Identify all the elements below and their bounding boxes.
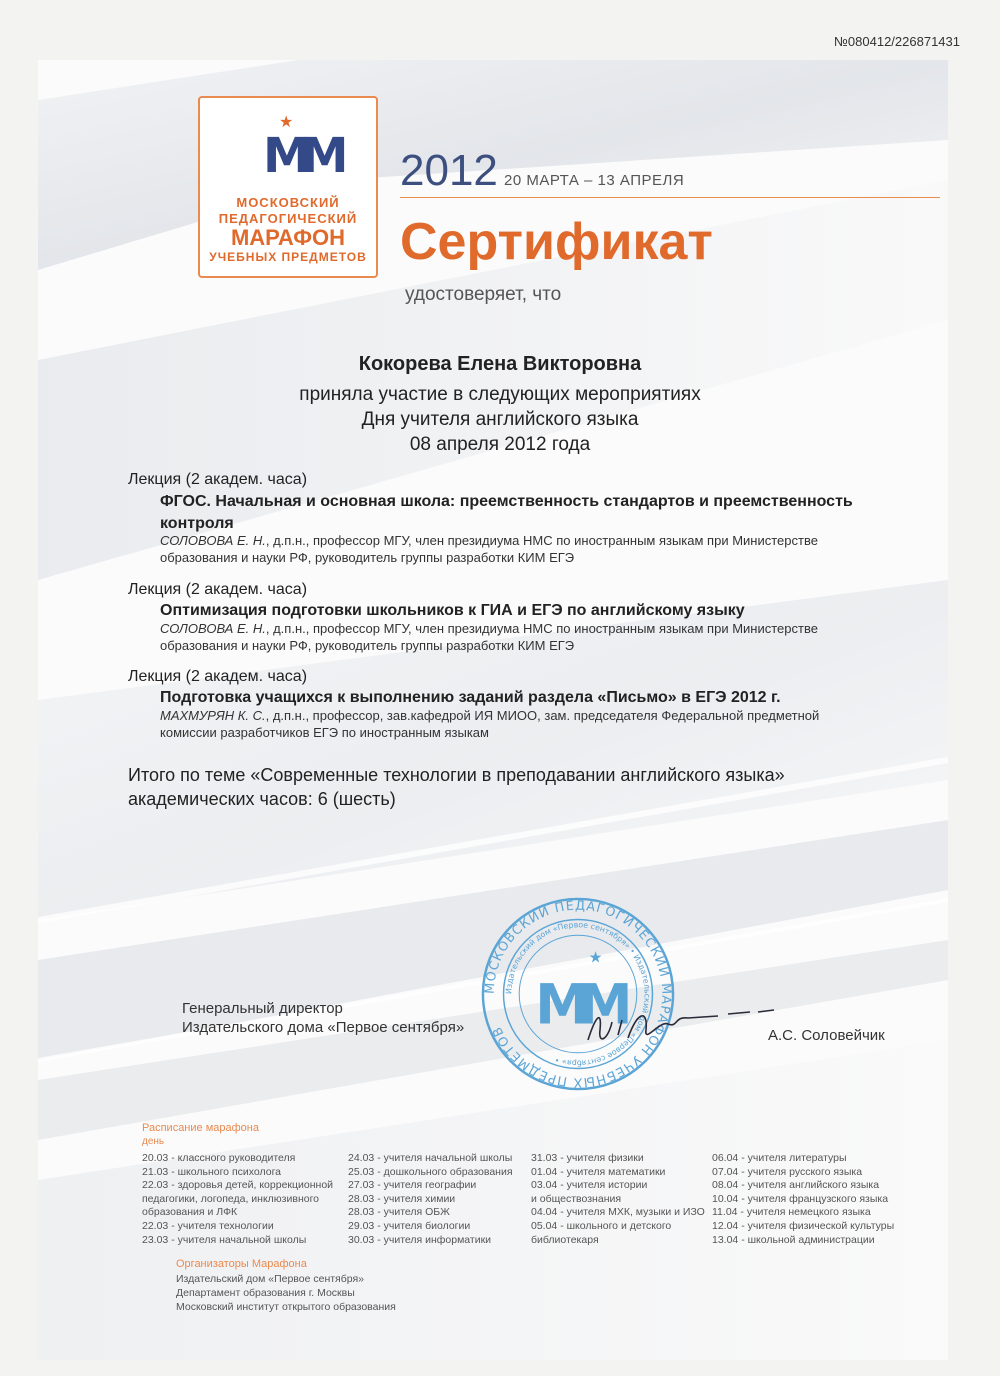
header-divider <box>400 197 940 198</box>
official-stamp <box>480 896 676 1092</box>
schedule-column <box>712 1152 894 1247</box>
schedule-item: 20.03 - классного руководителя <box>142 1152 296 1164</box>
lecture-author <box>160 620 860 654</box>
schedule-item: 22.03 - учителя технологии <box>142 1219 274 1232</box>
organizer-item: Московский институт открытого образования <box>176 1301 396 1313</box>
author-description: , д.п.н., профессор МГУ, член президиума НМС по иностранным языкам при Министерстве образования и науки РФ, руководитель группы разработки КИМ ЕГЭ <box>160 621 818 653</box>
schedule-subtitle: день <box>142 1136 165 1147</box>
event-year: 2012 <box>400 146 498 195</box>
schedule-item: 12.04 - учителя физической культуры <box>712 1219 895 1232</box>
lecture-type: Лекция (2 академ. часа) <box>128 668 308 685</box>
schedule-item: 22.03 - здоровья детей, коррекционной <box>142 1179 334 1192</box>
schedule-item: педагогики, логопеда, инклюзивного <box>142 1192 320 1205</box>
schedule-item: 01.04 - учителя математики <box>531 1165 666 1178</box>
author-name: СОЛОВОВА Е. Н. <box>160 621 266 636</box>
stamp-outer-text: МОСКОВСКИЙ ПЕДАГОГИЧЕСКИЙ МАРАФОН УЧЕБНЫХ ПРЕДМЕТОВ <box>482 898 674 1090</box>
author-name: МАХМУРЯН К. С. <box>160 708 266 723</box>
schedule-item: 07.04 - учителя русского языка <box>712 1165 863 1178</box>
stamp-star-icon: ★ <box>588 949 603 967</box>
schedule-item: 08.04 - учителя английского языка <box>712 1179 880 1192</box>
schedule-item: 28.03 - учителя химии <box>348 1192 456 1205</box>
serial-number: №080412/226871431 <box>833 34 960 49</box>
event-name-line: Дня учителя английского языка <box>361 409 639 430</box>
schedule-item: 25.03 - дошкольного образования <box>348 1165 513 1178</box>
schedule-item: и обществознания <box>531 1192 622 1205</box>
schedule-item: 28.03 - учителя ОБЖ <box>348 1206 450 1219</box>
schedule-column <box>348 1152 513 1247</box>
stamp-inner-text: Издательский дом «Первое сентября» • Издательский дом «Первое сентября» • <box>504 920 652 1068</box>
author-description: , д.п.н., профессор, зав.кафедрой ИЯ МИОО, зам. председателя Федеральной предметной комиссии разработчиков ЕГЭ по иностранным языкам <box>160 708 820 740</box>
lecture-author <box>160 707 860 741</box>
total-topic: Итого по теме «Современные технологии в преподавании английского языка» <box>128 765 785 785</box>
event-date-line: 08 апреля 2012 года <box>409 434 591 455</box>
marathon-logo <box>198 96 378 278</box>
schedule-item: 05.04 - школьного и детского <box>531 1219 672 1232</box>
schedule-item: 10.04 - учителя французского языка <box>712 1192 889 1205</box>
schedule-item: 30.03 - учителя информатики <box>348 1233 492 1246</box>
signee-name: А.С. Соловейчик <box>768 1027 885 1044</box>
certificate-title: Сертификат <box>400 213 713 271</box>
schedule-item: 04.04 - учителя МХК, музыки и ИЗО <box>531 1206 705 1219</box>
schedule-item: 13.04 - школьной администрации <box>712 1233 875 1246</box>
total-hours: академических часов: 6 (шесть) <box>128 789 396 809</box>
schedule-item: библиотекаря <box>531 1233 599 1246</box>
logo-line-4: УЧЕБНЫХ ПРЕДМЕТОВ <box>209 250 367 264</box>
director-organization: Издательского дома «Первое сентября» <box>182 1019 465 1036</box>
participation-line: приняла участие в следующих мероприятиях <box>299 384 701 405</box>
schedule-item: 03.04 - учителя истории <box>531 1179 648 1192</box>
schedule-title: Расписание марафона <box>142 1122 259 1134</box>
schedule-item: 21.03 - школьного психолога <box>142 1165 282 1178</box>
lecture-title: Подготовка учащихся к выполнению заданий раздела «Письмо» в ЕГЭ 2012 г. <box>160 689 781 706</box>
lecture-title: Оптимизация подготовки школьников к ГИА и ЕГЭ по английскому языку <box>160 602 745 619</box>
logo-line-1: МОСКОВСКИЙ <box>236 195 340 210</box>
schedule-item: 27.03 - учителя географии <box>348 1179 477 1192</box>
logo-line-2: ПЕДАГОГИЧЕСКИЙ <box>218 211 358 226</box>
star-icon: ★ <box>279 114 294 131</box>
stamp-monogram: MM <box>535 972 621 1037</box>
lecture-title: ФГОС. Начальная и основная школа: преемственность стандартов и преемственность контроля <box>160 493 853 532</box>
lecture-author <box>160 532 860 566</box>
schedule-item: 29.03 - учителя биологии <box>348 1219 471 1232</box>
organizers-title: Организаторы Марафона <box>176 1258 307 1270</box>
schedule-column <box>531 1152 705 1247</box>
logo-line-3: МАРАФОН <box>230 225 346 250</box>
schedule-item: 06.04 - учителя литературы <box>712 1152 847 1164</box>
schedule-item: 31.03 - учителя физики <box>531 1152 644 1164</box>
schedule-column <box>142 1152 333 1247</box>
certifies-text: удостоверяет, что <box>405 284 562 305</box>
schedule-item: образования и ЛФК <box>142 1206 238 1219</box>
author-name: СОЛОВОВА Е. Н. <box>160 533 266 548</box>
recipient-name: Кокорева Елена Викторовна <box>358 353 642 375</box>
director-title: Генеральный директор <box>182 1000 343 1017</box>
schedule-item: 24.03 - учителя начальной школы <box>348 1152 513 1164</box>
organizer-item: Департамент образования г. Москвы <box>176 1287 355 1299</box>
author-description: , д.п.н., профессор МГУ, член президиума НМС по иностранным языкам при Министерстве образования и науки РФ, руководитель группы разработки КИМ ЕГЭ <box>160 533 818 565</box>
schedule-item: 23.03 - учителя начальной школы <box>142 1233 307 1246</box>
handwritten-signature <box>578 1000 778 1050</box>
lecture-type: Лекция (2 академ. часа) <box>128 581 308 598</box>
organizer-item: Издательский дом «Первое сентября» <box>176 1273 365 1285</box>
logo-monogram: MM <box>263 128 339 184</box>
event-dates: 20 МАРТА – 13 АПРЕЛЯ <box>504 172 685 189</box>
lecture-type: Лекция (2 академ. часа) <box>128 471 308 488</box>
schedule-item: 11.04 - учителя немецкого языка <box>712 1206 871 1219</box>
